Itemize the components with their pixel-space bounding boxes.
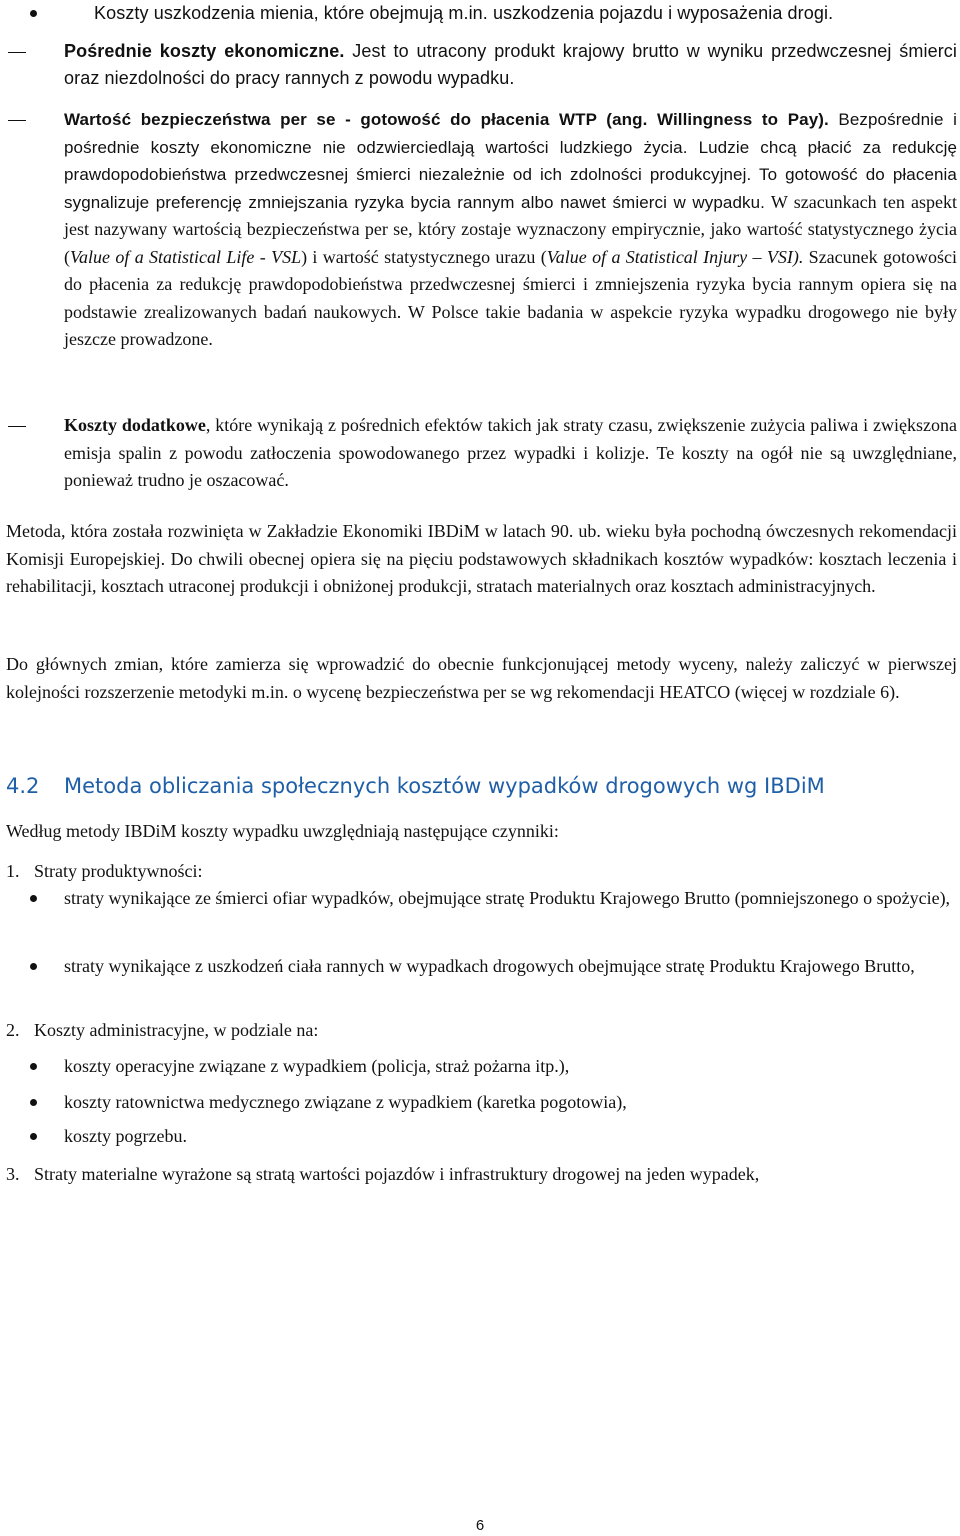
bullet-icon <box>30 10 37 17</box>
term-abbrev: Value of a Statistical Life - VSL <box>70 246 302 267</box>
term-text: , które wynikają z pośrednich efektów takich jak straty czasu, zwiększenie zużycia paliwa i zwiększona emisja spalin z powodu zatłoczenia spowodowanego przez wypadki i kolizje. Te koszty na ogół nie są uwzględniane, ponieważ trudno je oszacować. <box>64 415 957 490</box>
item-number: 1. <box>6 861 20 881</box>
list-item-text: koszty ratownictwa medycznego związane z wypadkiem (karetka pogotowia), <box>64 1092 627 1112</box>
term-text: Jest to utracony produkt krajowy brutto w wyniku przedwczesnej śmierci oraz niezdolności do pracy rannych z powodu wypadku. <box>64 41 958 88</box>
bullet-icon <box>30 963 37 970</box>
bullet-icon <box>30 1063 37 1070</box>
paragraph: Według metody IBDiM koszty wypadku uwzględniają następujące czynniki: <box>6 821 559 841</box>
item-text: Straty materialne wyrażone są stratą wartości pojazdów i infrastruktury drogowej na jeden wypadek, <box>34 1164 760 1184</box>
list-item-wtp <box>6 106 957 396</box>
item-text: Koszty administracyjne, w podziale na: <box>34 1020 319 1040</box>
list-item-text: koszty pogrzebu. <box>64 1126 187 1146</box>
numbered-item <box>6 1161 957 1189</box>
list-item-text: straty wynikające z uszkodzeń ciała rannych w wypadkach drogowych obejmujące stratę Produktu Krajowego Brutto, <box>64 956 915 976</box>
section-heading <box>6 770 957 802</box>
dash-icon <box>8 426 26 427</box>
list-item-additional-costs <box>6 412 957 496</box>
list-item-text: koszty operacyjne związane z wypadkiem (policja, straż pożarna itp.), <box>64 1056 570 1076</box>
list-item-text: straty wynikające ze śmierci ofiar wypadków, obejmujące stratę Produktu Krajowego Brutto (pomniejszonego o spożycie), <box>64 888 951 908</box>
term-text: Szacunek gotowości do płacenia za redukcję prawdopodobieństwa przedwczesnej śmierci i zmniejszenia ryzyka bycia rannym opiera się na podstawie zrealizowanych badań naukowych. W Polsce takie badania w aspekcie ryzyka wypadku drogowego nie były jeszcze prowadzone. <box>64 246 957 349</box>
list-item <box>6 1123 957 1151</box>
dash-icon <box>8 120 26 121</box>
list-item <box>6 0 957 28</box>
term-text: ) i wartość statystycznego urazu ( <box>301 246 547 267</box>
dash-icon <box>8 52 26 53</box>
term-text: W szacunkach ten aspekt jest nazywany wartością bezpieczeństwa per se, który zostaje wyznaczony empirycznie, jako wartość statystycznego życia ( <box>64 191 957 267</box>
bullet-icon <box>30 895 37 902</box>
list-item-indirect-costs <box>6 38 957 94</box>
section-number: 4.2 <box>6 774 40 798</box>
list-item-text: Koszty uszkodzenia mienia, które obejmują m.in. uszkodzenia pojazdu i wyposażenia drogi. <box>94 3 834 23</box>
item-number: 3. <box>6 1164 20 1184</box>
numbered-item <box>6 858 957 886</box>
item-text: Straty produktywności: <box>34 861 203 881</box>
page-number: 6 <box>475 1517 485 1534</box>
list-item <box>6 885 957 941</box>
bullet-icon <box>30 1099 37 1106</box>
item-number: 2. <box>6 1020 20 1040</box>
paragraph: Do głównych zmian, które zamierza się wprowadzić do obecnie funkcjonującej metody wyceny, należy zaliczyć w pierwszej kolejności rozszerzenie metodyki m.in. o wycenę bezpieczeństwa per se wg rekomendacji HEATCO (więcej w rozdziale 6). <box>6 654 957 702</box>
term-label: Pośrednie koszty ekonomiczne. <box>64 41 345 61</box>
list-item <box>6 1053 957 1081</box>
term-abbrev: Value of a Statistical Injury – VSI). <box>546 246 804 267</box>
list-item <box>6 953 957 1009</box>
numbered-item <box>6 1017 957 1045</box>
term-label: Wartość bezpieczeństwa per se - gotowość do płacenia WTP (ang. Willingness to Pay). <box>64 110 829 129</box>
section-title: Metoda obliczania społecznych kosztów wypadków drogowych wg IBDiM <box>64 774 825 798</box>
bullet-icon <box>30 1133 37 1140</box>
list-item <box>6 1089 957 1117</box>
term-text: Bezpośrednie i pośrednie koszty ekonomiczne nie odzwierciedlają wartości ludzkiego życia. Ludzie chcą płacić za redukcję prawdopodobieństwa przedwczesnej śmierci niezależnie od ich zdolności produkcyjnej. To gotowość do płacenia sygnalizuje preferencję zmniejszania ryzyka bycia rannym albo nawet śmierci w wypadku. <box>64 110 957 212</box>
paragraph: Metoda, która została rozwinięta w Zakładzie Ekonomiki IBDiM w latach 90. ub. wieku była pochodną ówczesnych rekomendacji Komisji Europejskiej. Do chwili obecnej opiera się na pięciu podstawowych składnikach kosztów wypadków: kosztach leczenia i rehabilitacji, kosztach utraconej produkcji i obniżonej produkcji, stratach materialnych oraz kosztach administracyjnych. <box>6 521 957 596</box>
term-label: Koszty dodatkowe <box>64 415 206 435</box>
